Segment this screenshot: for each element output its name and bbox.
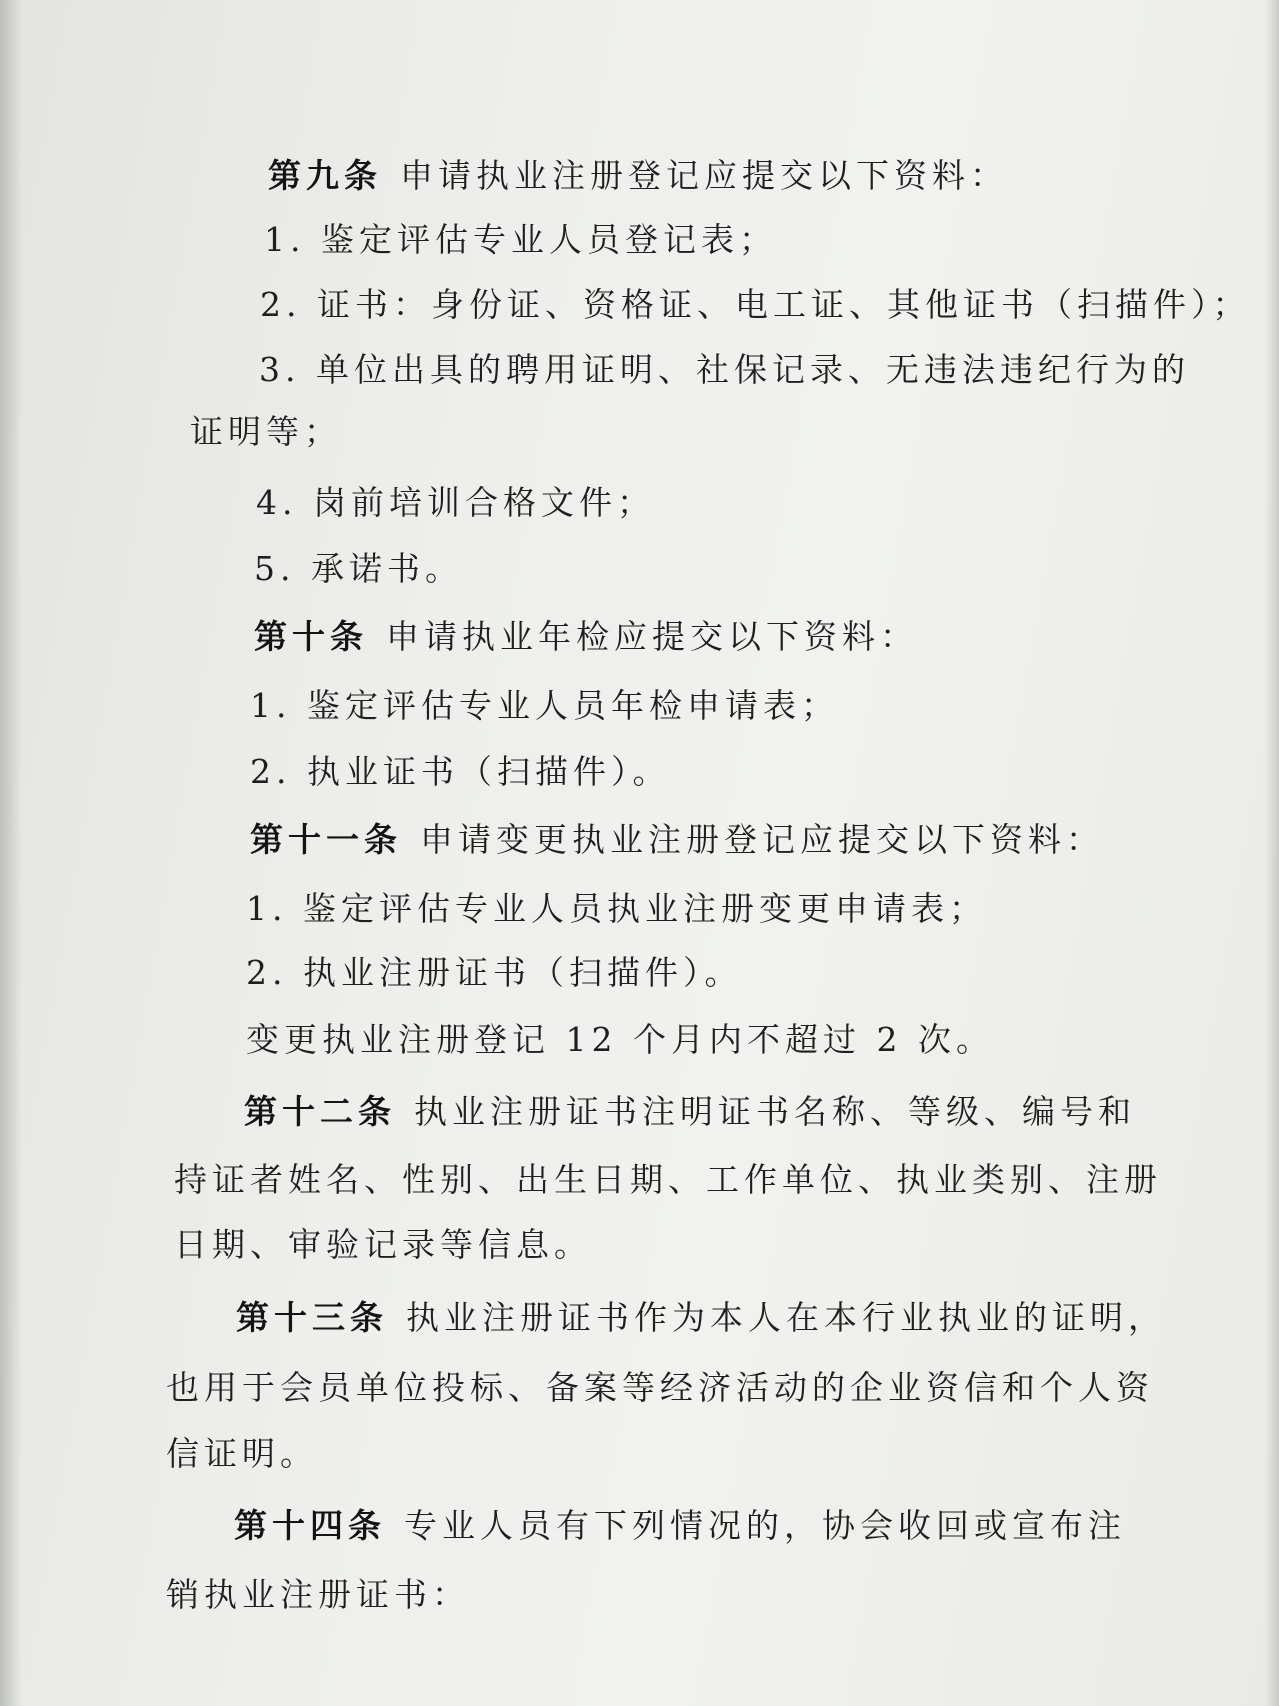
article-13-heading: 第十三条 (236, 1298, 388, 1337)
article-11-title (250, 820, 1104, 860)
article-10-title (254, 617, 918, 657)
article-9-text: 申请执业注册登记应提交以下资料： (400, 156, 1008, 195)
article-14-heading: 第十四条 (234, 1506, 386, 1545)
article-9-item-3-cont: 证明等； (190, 412, 342, 451)
article-14-line-1: 专业人员有下列情况的，协会收回或宣布注 (404, 1506, 1126, 1545)
article-11-note: 变更执业注册登记 12 个月内不超过 2 次。 (246, 1020, 994, 1059)
article-13-line-1: 执业注册证书作为本人在本行业执业的证明， (406, 1298, 1166, 1337)
article-11-item-1: 1. 鉴定评估专业人员执业注册变更申请表； (246, 889, 987, 928)
article-11-item-2: 2. 执业注册证书（扫描件）。 (246, 953, 743, 992)
article-12-title (244, 1092, 1136, 1132)
article-12-line-3: 日期、审验记录等信息。 (174, 1225, 592, 1264)
article-9-heading: 第九条 (268, 156, 382, 195)
article-10-heading: 第十条 (254, 617, 368, 656)
article-14-line-2: 销执业注册证书： (166, 1575, 470, 1614)
article-13-line-3: 信证明。 (166, 1434, 318, 1473)
article-12-line-2: 持证者姓名、性别、出生日期、工作单位、执业类别、注册 (174, 1160, 1162, 1199)
article-9-item-1: 1. 鉴定评估专业人员登记表； (264, 220, 777, 259)
article-10-item-2: 2. 执业证书（扫描件）。 (250, 752, 671, 791)
article-9-item-4: 4. 岗前培训合格文件； (256, 483, 655, 522)
article-13-line-2: 也用于会员单位投标、备案等经济活动的企业资信和个人资 (166, 1368, 1154, 1407)
article-14-title (234, 1506, 1126, 1546)
article-12-line-1: 执业注册证书注明证书名称、等级、编号和 (414, 1092, 1136, 1131)
article-9-item-5: 5. 承诺书。 (254, 549, 463, 588)
article-9-item-2: 2. 证书：身份证、资格证、电工证、其他证书（扫描件）； (260, 285, 1251, 324)
article-12-heading: 第十二条 (244, 1092, 396, 1131)
article-9-title (268, 156, 1008, 196)
article-13-title (236, 1298, 1166, 1338)
article-10-item-1: 1. 鉴定评估专业人员年检申请表； (250, 686, 839, 725)
article-11-text: 申请变更执业注册登记应提交以下资料： (420, 820, 1104, 859)
article-10-text: 申请执业年检应提交以下资料： (386, 617, 918, 656)
article-9-item-3: 3. 单位出具的聘用证明、社保记录、无违法违纪行为的 (259, 350, 1190, 389)
article-11-heading: 第十一条 (250, 820, 402, 859)
